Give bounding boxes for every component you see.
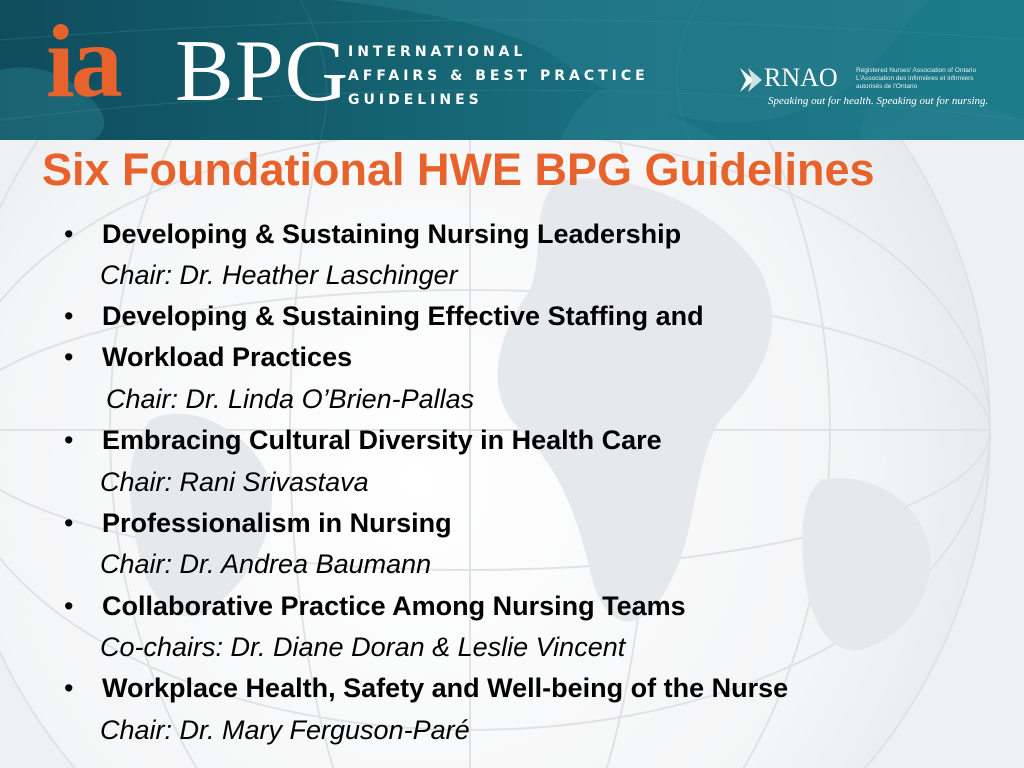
guideline-chair: Chair: Dr. Andrea Baumann: [100, 549, 432, 579]
list-item: [64, 672, 788, 704]
guideline-title: Workload Practices: [102, 342, 353, 372]
bullet-icon: •: [64, 508, 74, 538]
guideline-chair: Chair: Dr. Linda O’Brien-Pallas: [106, 384, 475, 414]
guideline-title: Professionalism in Nursing: [102, 508, 452, 538]
list-item: [64, 590, 686, 622]
bullet-icon: •: [64, 301, 74, 331]
bullet-icon: •: [64, 591, 74, 621]
rnao-description: [856, 67, 986, 91]
guideline-chair: Chair: Dr. Mary Ferguson-Paré: [100, 715, 470, 745]
list-item: [64, 218, 681, 250]
list-item: [64, 424, 662, 456]
list-item: [64, 507, 452, 539]
guideline-title: Collaborative Practice Among Nursing Teams: [102, 591, 686, 621]
guideline-title: Developing & Sustaining Nursing Leadership: [102, 219, 682, 249]
rnao-description-line: autorisés de l'Ontario: [856, 83, 918, 90]
rnao-description-line: Registered Nurses' Association of Ontario: [856, 67, 977, 74]
rnao-description-line: L'Association des infirmières et infirmiers: [856, 75, 974, 82]
bullet-icon: •: [64, 342, 74, 372]
header-banner: [0, 0, 1024, 140]
bullet-icon: •: [64, 425, 74, 455]
bpg-logo: BPG: [175, 23, 350, 120]
list-item: [64, 341, 352, 373]
slide-title: Six Foundational HWE BPG Guidelines: [42, 144, 875, 195]
rnao-slogan: Speaking out for health. Speaking out for nursing.: [768, 95, 989, 107]
bullet-icon: •: [64, 219, 74, 249]
guideline-title: Developing & Sustaining Effective Staffing and: [102, 301, 704, 331]
logo-tagline: [348, 40, 649, 112]
rnao-name: RNAO: [764, 63, 838, 92]
rnao-arrow-icon: [740, 68, 762, 92]
guideline-chair: Chair: Rani Srivastava: [100, 467, 369, 497]
guideline-chair: Chair: Dr. Heather Laschinger: [100, 260, 458, 290]
list-item: [64, 300, 704, 332]
guideline-title: Workplace Health, Safety and Well-being of the Nurse: [102, 673, 789, 703]
guideline-title: Embracing Cultural Diversity in Health Care: [102, 425, 662, 455]
guideline-chair: Co-chairs: Dr. Diane Doran & Leslie Vincent: [100, 632, 626, 662]
bullet-icon: •: [64, 673, 74, 703]
ia-logo: ia: [46, 4, 119, 119]
tagline-line-1: INTERNATIONAL: [348, 44, 527, 60]
tagline-line-2: AFFAIRS & BEST PRACTICE: [348, 68, 649, 84]
tagline-line-3: GUIDELINES: [348, 92, 483, 108]
